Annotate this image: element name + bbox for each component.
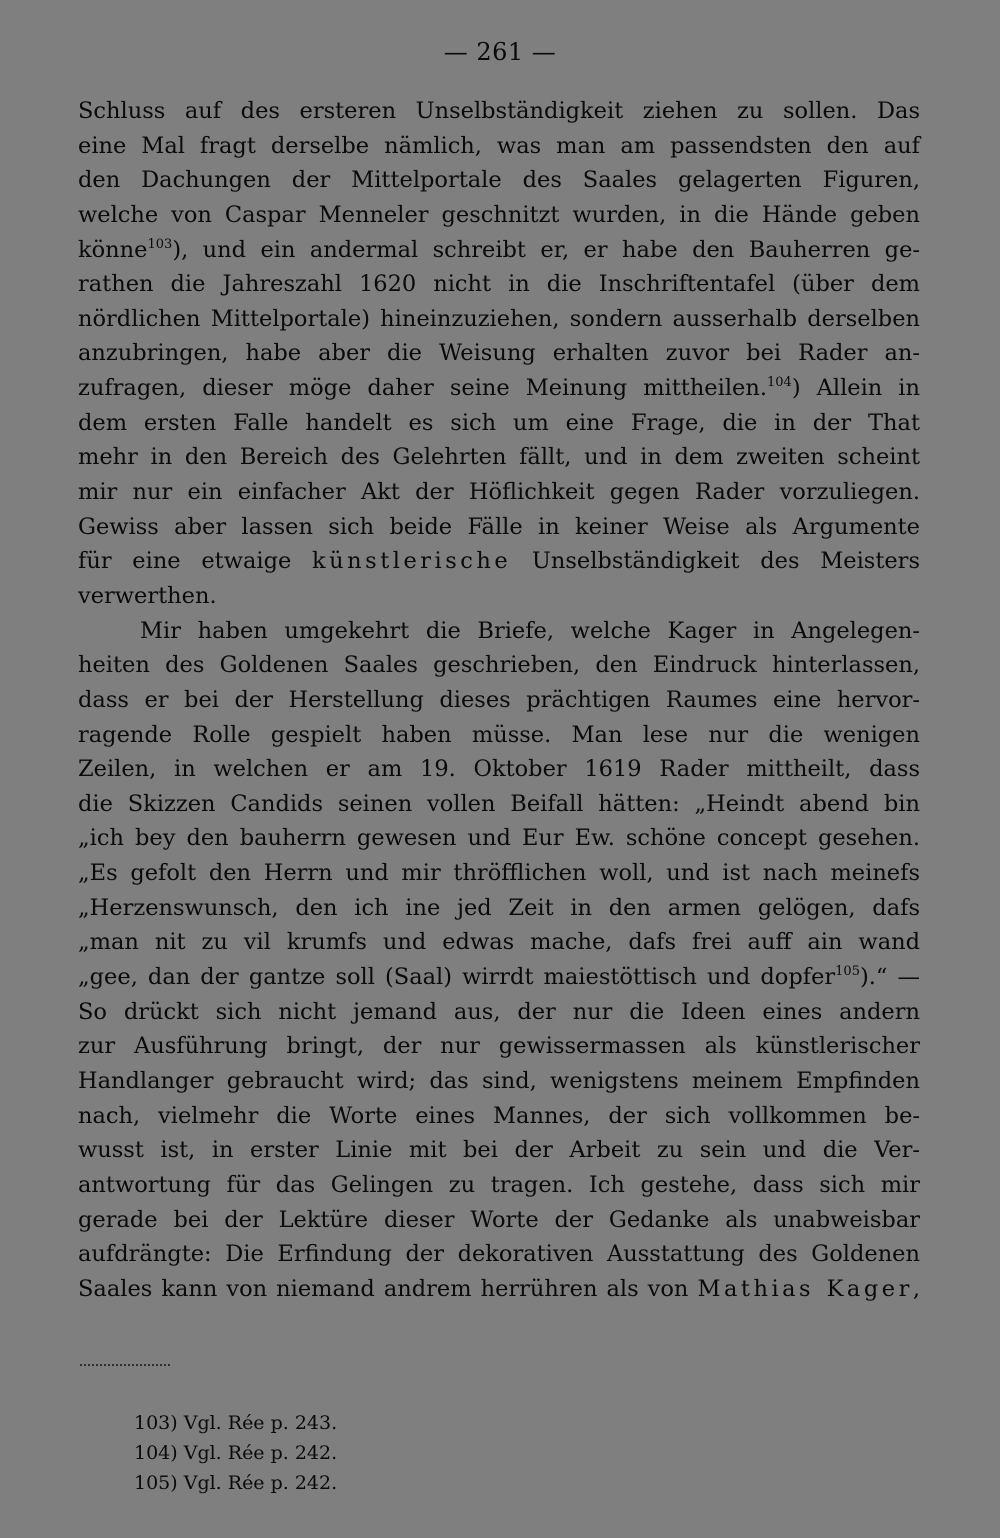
- text-line: [78, 752, 920, 787]
- footnote-reference: 105: [835, 964, 860, 980]
- text-line: [78, 163, 920, 198]
- text-line-segment: ) Allein in: [791, 375, 920, 402]
- text-line: [78, 1168, 920, 1203]
- text-line-segment: dem ersten Falle handelt es sich um eine Frage, die in der That: [78, 409, 920, 436]
- text-line: [78, 1099, 920, 1134]
- text-line-segment: anzubringen, habe aber die Weisung erhalten zuvor bei Rader an-: [78, 340, 920, 367]
- text-line-segment: ragende Rolle gespielt haben müsse. Man lese nur die wenigen: [78, 721, 920, 748]
- text-line-segment: für eine etwaige: [78, 548, 292, 575]
- page-number: — 261 —: [443, 38, 557, 66]
- footnotes: [134, 1408, 337, 1498]
- text-line: [78, 579, 920, 614]
- text-line-segment: Saales kann von niemand andrem herrühren als von: [78, 1275, 689, 1302]
- text-line: [78, 718, 920, 753]
- text-line: [78, 1272, 920, 1307]
- text-line-segment: „Es gefolt den Herrn und mir thröfflichen woll, und ist nach meinefs: [78, 860, 920, 887]
- text-line: [78, 233, 920, 268]
- text-line-segment: So drückt sich nicht jemand aus, der nur die Ideen eines andern: [78, 998, 920, 1025]
- footnote-reference: 104: [766, 375, 792, 391]
- text-line: [78, 440, 920, 475]
- text-line: [78, 925, 920, 960]
- text-line-segment: aufdrängte: Die Erfindung der dekorativen Ausstattung des Goldenen: [78, 1241, 920, 1268]
- text-line: [78, 267, 920, 302]
- text-line: [78, 891, 920, 926]
- text-line: [78, 1029, 920, 1064]
- text-line-segment: eine Mal fragt derselbe nämlich, was man am passendsten den auf: [78, 132, 920, 159]
- text-line-segment: Mir haben umgekehrt die Briefe, welche Kager in Angelegen-: [140, 617, 920, 644]
- footnote: 105) Vgl. Rée p. 242.: [134, 1472, 338, 1494]
- text-line-segment: „man nit zu vil krumfs und edwas mache, dafs frei auff ain wand: [78, 929, 920, 956]
- footnote: 104) Vgl. Rée p. 242.: [134, 1442, 338, 1464]
- body-text: [78, 94, 920, 1306]
- text-line-segment: rathen die Jahreszahl 1620 nicht in die Inschriftentafel (über dem: [78, 271, 920, 298]
- text-line: [78, 648, 920, 683]
- text-line-segment: gerade bei der Lektüre dieser Worte der Gedanke als unabweisbar: [78, 1206, 920, 1233]
- text-line: [78, 371, 920, 406]
- text-line-segment: nördlichen Mittelportale) hineinzuziehen, sondern ausserhalb derselben: [78, 305, 920, 332]
- text-line-segment: welche von Caspar Menneler geschnitzt wurden, in die Hände geben: [78, 201, 920, 228]
- text-line: [78, 995, 920, 1030]
- text-line-segment: Gewiss aber lassen sich beide Fälle in keiner Weise als Argumente: [78, 513, 920, 540]
- text-line: [78, 683, 920, 718]
- text-line-segment: „ich bey den bauherrn gewesen und Eur Ew. schöne concept gesehen.: [78, 825, 920, 852]
- text-line-segment: den Dachungen der Mittelportale des Saales gelagerten Figuren,: [78, 167, 920, 194]
- text-line-segment: ,: [912, 1275, 920, 1302]
- text-line: [78, 856, 920, 891]
- text-line-segment: „Herzenswunsch, den ich ine jed Zeit in den armen gelögen, dafs: [78, 894, 920, 921]
- text-line-segment: verwerthen.: [78, 582, 217, 609]
- text-line: [78, 336, 920, 371]
- text-line-segment: könne: [78, 236, 148, 263]
- text-line: [78, 614, 920, 649]
- text-line-segment: ), und ein andermal schreibt er, er habe den Bauherren ge-: [172, 236, 920, 263]
- text-line-segment: Schluss auf des ersteren Unselbständigkeit ziehen zu sollen. Das: [78, 98, 920, 124]
- text-line-segment: nach, vielmehr die Worte eines Mannes, der sich vollkommen be-: [78, 1102, 920, 1129]
- text-line-segment: die Skizzen Candids seinen vollen Beifall hätten: „Heindt abend bin: [78, 790, 920, 817]
- text-line: [78, 544, 920, 579]
- text-line-segment: antwortung für das Gelingen zu tragen. Ich gestehe, dass sich mir: [78, 1171, 920, 1198]
- text-line-segment: Zeilen, in welchen er am 19. Oktober 1619 Rader mittheilt, dass: [78, 756, 920, 783]
- text-line-segment: ).“ —: [859, 964, 920, 991]
- text-line: [78, 302, 920, 337]
- text-line: [78, 475, 920, 510]
- text-line: [78, 1237, 920, 1272]
- text-line: [78, 960, 920, 995]
- text-line-segment: mir nur ein einfacher Akt der Höflichkeit gegen Rader vorzuliegen.: [78, 479, 920, 506]
- emphasized-spaced-text: künstlerische: [312, 548, 512, 575]
- text-line-segment: heiten des Goldenen Saales geschrieben, den Eindruck hinterlassen,: [78, 652, 920, 679]
- text-line-segment: zufragen, dieser möge daher seine Meinung mittheilen.: [78, 375, 767, 402]
- footnote-separator: [80, 1364, 170, 1366]
- text-line: [78, 1133, 920, 1168]
- text-line-segment: Handlanger gebraucht wird; das sind, wenigstens meinem Empfinden: [78, 1067, 920, 1094]
- emphasized-spaced-text: Mathias Kager: [697, 1275, 913, 1302]
- text-line-segment: wusst ist, in erster Linie mit bei der Arbeit zu sein und die Ver-: [78, 1137, 920, 1164]
- text-line: [78, 1203, 920, 1238]
- text-line: [78, 406, 920, 441]
- text-line: [78, 510, 920, 545]
- footnote: 103) Vgl. Rée p. 243.: [134, 1412, 338, 1434]
- text-line-segment: mehr in den Bereich des Gelehrten fällt, und in dem zweiten scheint: [78, 444, 920, 471]
- text-line: [78, 787, 920, 822]
- text-line-segment: dass er bei der Herstellung dieses prächtigen Raumes eine hervor-: [78, 686, 920, 713]
- text-line-segment: zur Ausführung bringt, der nur gewissermassen als künstlerischer: [78, 1033, 920, 1060]
- text-line: [78, 198, 920, 233]
- text-line: [78, 94, 920, 129]
- text-line-segment: „gee, dan der gantze soll (Saal) wirrdt maiestöttisch und dopfer: [78, 964, 836, 991]
- text-line: [78, 1064, 920, 1099]
- footnote-reference: 103: [147, 236, 173, 252]
- text-line: [78, 821, 920, 856]
- text-line-segment: Unselbständigkeit des Meisters: [511, 548, 920, 575]
- text-line: [78, 129, 920, 164]
